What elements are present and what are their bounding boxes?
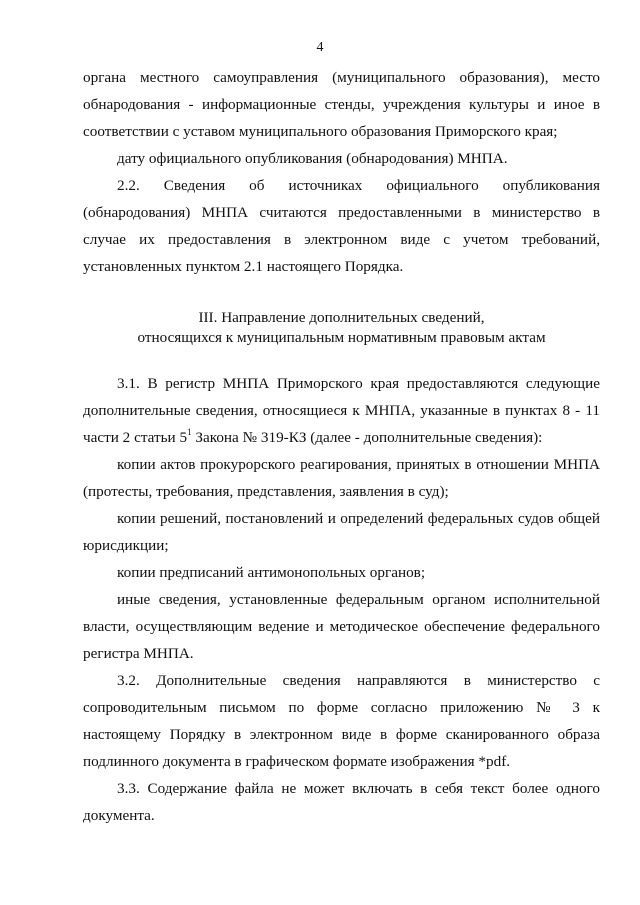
section-3-title-line-1: III. Направление дополнительных сведений,: [198, 309, 485, 326]
list-item-other-information: иные сведения, установленные федеральным органом исполнительной власти, осуществляющим ведение и методическое обеспечение федерального регистра МНПА.: [83, 591, 600, 662]
list-item-court-decisions: копии решений, постановлений и определений федеральных судов общей юрисдикции;: [83, 510, 600, 554]
article-superscript: 1: [187, 426, 192, 437]
paragraph-3-1-text-a: 3.1. В регистр МНПА Приморского края предоставляются следующие дополнительные сведения, относящиеся к МНПА, указанные в пунктах 8 - 11 части 2 статьи 5: [83, 375, 600, 446]
paragraph-2-2: 2.2. Сведения об источниках официального опубликования (обнародования) МНПА считаются предоставленными в министерство в случае их предоставления в электронном виде с учетом требований, установленных пунктом 2.1 настоящего Порядка.: [83, 177, 600, 275]
paragraph-3-3: 3.3. Содержание файла не может включать в себя текст более одного документа.: [83, 780, 600, 824]
paragraph-3-2: 3.2. Дополнительные сведения направляются в министерство с сопроводительным письмом по форме согласно приложению № 3 к настоящему Порядку в электронном виде в форме сканированного образа подлинного документа в графическом формате изображения *pdf.: [83, 672, 600, 770]
paragraph-publication-date: дату официального опубликования (обнародования) МНПА.: [117, 150, 508, 167]
list-item-prosecutor-acts: копии актов прокурорского реагирования, принятых в отношении МНПА (протесты, требования, представления, заявления в суд);: [83, 456, 600, 500]
paragraph-3-1: [83, 370, 600, 451]
paragraph-3-1-text-b: Закона № 319-КЗ (далее - дополнительные сведения):: [191, 429, 543, 446]
section-3-title-line-2: относящихся к муниципальным нормативным правовым актам: [137, 329, 546, 346]
page-number: 4: [316, 40, 324, 55]
document-body: [83, 64, 600, 829]
section-spacer: [83, 280, 600, 308]
list-item-antimonopoly-orders: копии предписаний антимонопольных органов;: [117, 564, 426, 581]
paragraph-municipal-body: органа местного самоуправления (муниципального образования), место обнародования - информационные стенды, учреждения культуры и иное в соответствии с уставом муниципального образования Приморского края;: [83, 69, 600, 140]
title-spacer: [83, 348, 600, 370]
